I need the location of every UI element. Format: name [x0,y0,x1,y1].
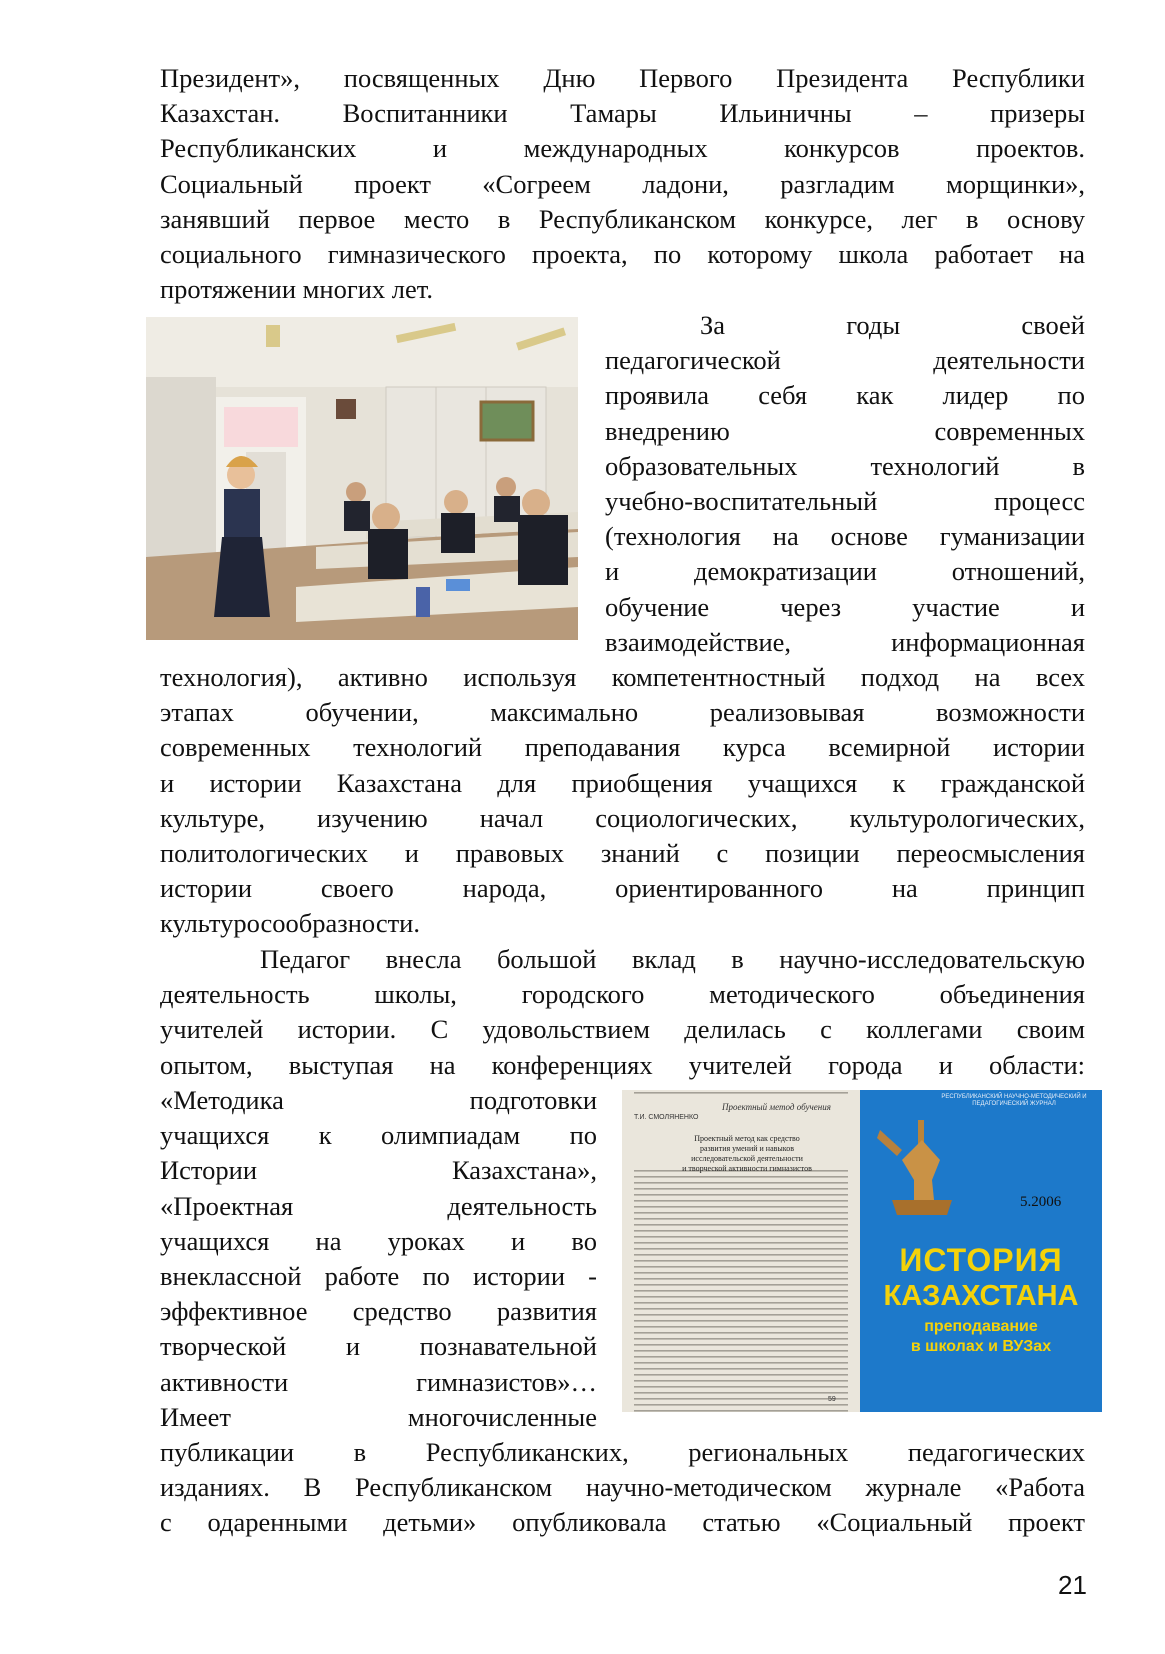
text-line: Республиканских и международных конкурсов проектов. [160,133,1085,164]
text-line: социального гимназического проекта, по которому школа работает на [160,239,1085,270]
text-line: Социальный проект «Согреем ладони, разгладим морщинки», [160,168,1085,199]
text-line: культуре, изучению начал социологических, культурологических, [160,802,1085,833]
text-line: протяжении многих лет. [160,274,433,305]
text-line: проявила себя как лидер по [605,380,1085,411]
text-line: современных технологий преподавания курса всемирной истории [160,732,1085,763]
text-line: образовательных технологий в [605,450,1085,481]
text-line: взаимодействие, информационная [605,626,1085,657]
text-line: эффективное средство развития [160,1296,597,1327]
text-line: обучение через участие и [605,591,1085,622]
text-line: внеклассной работе по истории - [160,1261,597,1292]
text-line: и демократизации отношений, [605,556,1085,587]
journal-title-line2: КАЗАХСТАНА [883,1280,1079,1312]
article-page-number: 59 [828,1396,836,1403]
text-line: внедрению современных [605,415,1085,446]
text-line: с одаренными детьми» опубликовала статью «Социальный проект [160,1507,1085,1538]
text-line: учащихся на уроках и во [160,1225,597,1256]
text-line: учебно-воспитательный процесс [605,486,1085,517]
journal-photo [622,1090,1102,1412]
article-author: Т.И. СМОЛЯНЕНКО [634,1114,699,1121]
text-line: учителей истории. С удовольствием делилась с коллегами своим [160,1014,1085,1045]
text-line: творческой и познавательной [160,1331,597,1362]
text-line: публикации в Республиканских, региональных педагогических [160,1437,1085,1467]
text-line: этапах обучении, максимально реализовывая возможности [160,697,1085,728]
article-header: Проектный метод обучения [722,1102,831,1112]
text-line: истории своего народа, ориентированного на принцип [160,873,1085,904]
article-title [662,1134,832,1174]
text-line: политологических и правовых знаний с позиции переосмысления [160,838,1085,869]
paragraph-technologies [160,660,1085,942]
paragraph-conferences [160,1083,597,1435]
text-line: деятельность школы, городского методического объединения [160,979,1085,1010]
paragraph-leadership [605,308,1085,660]
text-line: Казахстан. Воспитанники Тамары Ильиничны – призеры [160,98,1085,129]
text-line: изданиях. В Республиканском научно-методическом журнале «Работа [160,1472,1085,1503]
journal-caption: РЕСПУБЛИКАНСКИЙ НАУЧНО-МЕТОДИЧЕСКИЙ И ПЕДАГОГИЧЕСКИЙ ЖУРНАЛ [941,1094,1087,1107]
text-line: Президент», посвященных Дню Первого Президента Республики [160,63,1085,93]
text-line: активности гимназистов»… [160,1366,597,1397]
journal-title-line1: ИСТОРИЯ [899,1242,1063,1278]
text-line: опытом, выступая на конференциях учителей города и области: [160,1049,1085,1080]
text-line: занявший первое место в Республиканском конкурсе, лег в основу [160,203,1085,234]
text-line: и истории Казахстана для приобщения учащихся к гражданской [160,767,1085,798]
text-line: технология), активно используя компетентностный подход на всех [160,662,1085,692]
journal-subtitle-line2: в школах и ВУЗах [910,1338,1052,1355]
text-line: «Методика подготовки [160,1085,597,1115]
text-line: За годы своей [700,310,1085,340]
journal-subtitle-line1: преподавание [924,1318,1038,1335]
article-title-line: развития умений и навыков [699,1144,795,1153]
classroom-photo [146,317,578,640]
paragraph-research [160,942,1085,1083]
paragraph-publications [160,1435,1085,1541]
text-line: Педагог внесла большой вклад в научно-исследовательскую [260,944,1085,974]
text-line: (технология на основе гуманизации [605,521,1085,552]
article-title-line: Проектный метод как средство [694,1134,800,1143]
paragraph-intro [160,61,1085,307]
text-line: педагогической деятельности [605,345,1085,376]
page-number: 21 [1058,1570,1087,1600]
text-line: учащихся к олимпиадам по [160,1120,597,1151]
article-title-line: и творческой активности гимназистов [682,1164,812,1173]
journal-issue: 5.2006 [1020,1194,1062,1210]
text-line: Истории Казахстана», [160,1155,597,1186]
text-line: Имеет многочисленные [160,1401,597,1432]
article-title-line: исследовательской деятельности [691,1154,803,1163]
text-line: культуросообразности. [160,908,420,939]
text-line: «Проектная деятельность [160,1190,597,1221]
